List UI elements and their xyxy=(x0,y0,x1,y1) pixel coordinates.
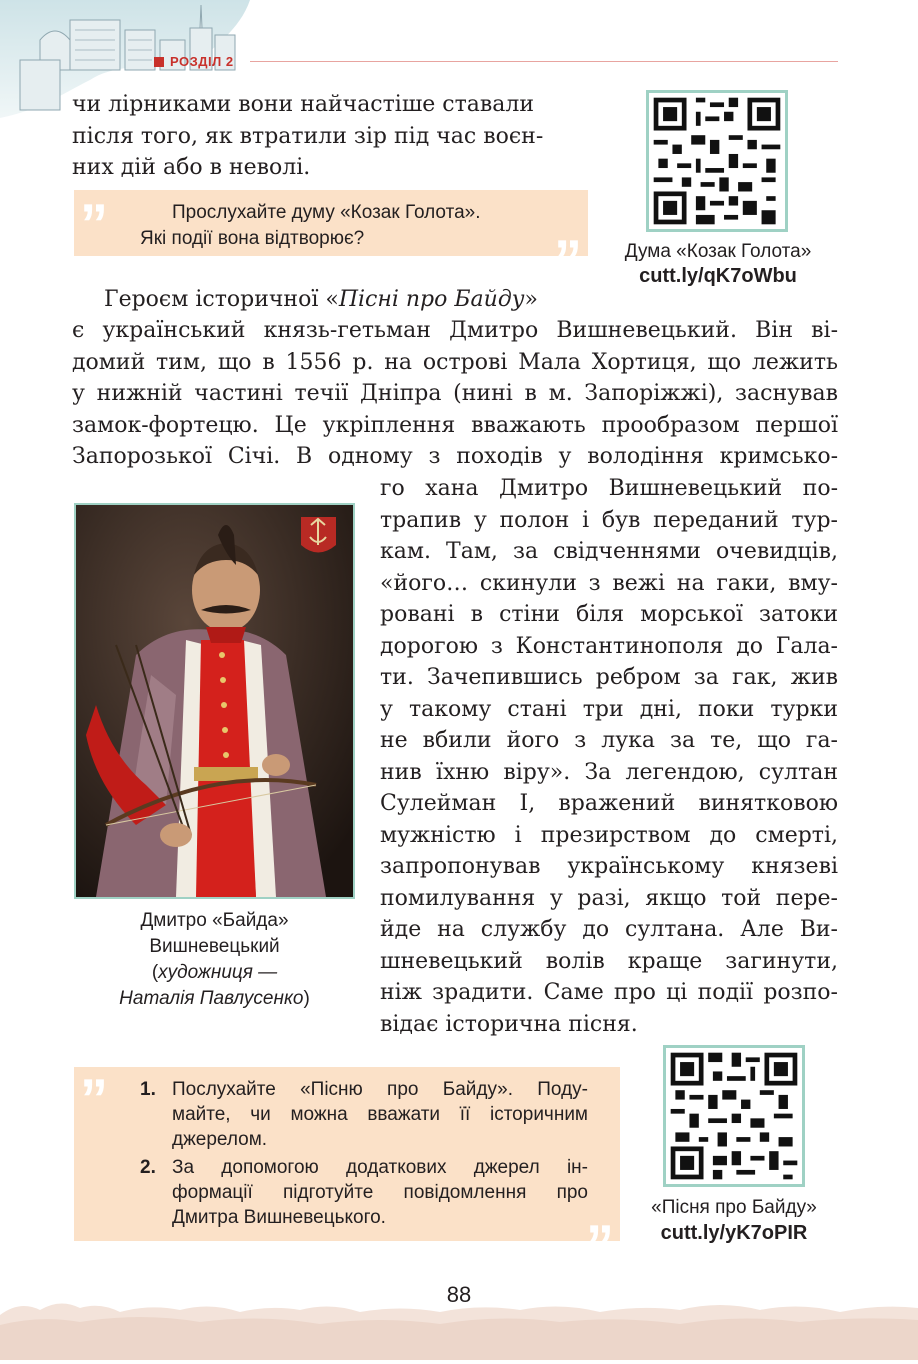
paragraph-line: трапив у полон і був переданий тур- xyxy=(380,507,838,533)
qr-code-icon xyxy=(666,1048,802,1184)
task-box-1 xyxy=(74,190,588,291)
portrait-caption-paren-open: ( xyxy=(151,962,159,983)
task-box-1-line2: Які події вона відтворює? xyxy=(140,228,365,249)
portrait-caption-line xyxy=(74,986,355,1012)
section-marker-icon xyxy=(154,57,164,67)
task-item-number: 2. xyxy=(140,1157,156,1178)
paragraph-line: є український князь-гетьман Дмитро Вишневецький. Він ві- xyxy=(72,318,838,343)
paragraph-line: ти. Зачепившись ребром за гак, жив xyxy=(380,665,838,690)
quote-open-icon: ” xyxy=(80,1067,108,1130)
task-item-line: Дмитра Вишневецького. xyxy=(172,1207,386,1228)
qr-code-2[interactable] xyxy=(663,1045,805,1187)
portrait-image xyxy=(74,503,355,899)
portrait-caption xyxy=(74,908,355,1012)
paragraph-line: дорогою з Константинополя до Гала- xyxy=(380,633,838,659)
song-title: Пісні про Байду xyxy=(338,287,525,312)
paragraph-line: Сулейман І, вражений винятковою xyxy=(380,791,838,816)
paragraph-first-line-post: » xyxy=(524,287,538,312)
qr-1-link[interactable]: cutt.ly/qK7oWbu xyxy=(639,265,797,287)
task-item-line: майте, чи можна вважати її історичним xyxy=(172,1104,588,1125)
portrait-caption-artist-name: Наталія Павлусенко xyxy=(119,988,304,1009)
paragraph-first-line-pre: Героєм історичної « xyxy=(104,287,339,312)
qr-1-caption: Дума «Козак Голота» xyxy=(624,241,812,262)
paragraph-line: йде на службу до султана. Але Ви- xyxy=(380,917,838,942)
qr-code-1[interactable] xyxy=(646,90,788,232)
paragraph-line: мужністю і презирством до смерті, xyxy=(380,822,838,848)
paragraph-line: запропонував українському князеві xyxy=(380,854,838,879)
intro-text xyxy=(72,89,572,184)
paragraph-line: замок-фортецю. Це укріплення вважають прообразом першої xyxy=(72,412,838,438)
intro-line: чи лірниками вони найчастіше ставали xyxy=(72,92,535,117)
paragraph-line: го хана Дмитро Вишневецький по- xyxy=(380,476,838,501)
paragraph-full-lines xyxy=(72,315,838,473)
intro-line: них дій або в неволі. xyxy=(72,155,311,180)
page-number: 88 xyxy=(446,1282,472,1307)
task-box-1-line1: Прослухайте думу «Козак Голота». xyxy=(172,202,481,223)
task-box-2 xyxy=(74,1067,620,1276)
qr-2-caption: «Пісня про Байду» xyxy=(651,1197,817,1218)
header-rule xyxy=(250,61,838,62)
paragraph-first-line xyxy=(104,284,538,316)
task-item-2 xyxy=(140,1155,588,1230)
quote-close-icon: ” xyxy=(554,228,582,291)
paragraph-line: кам. Там, за свідченнями очевидців, xyxy=(380,539,838,564)
portrait-caption-line: Вишневецький xyxy=(149,936,280,957)
paragraph-line: не вбили його з лука за те, що га- xyxy=(380,728,838,753)
task-item-line: джерелом. xyxy=(172,1129,268,1150)
qr-2-link[interactable]: cutt.ly/yK7oPIR xyxy=(660,1222,808,1244)
task-item-line: Послухайте «Пісню про Байду». Поду- xyxy=(172,1079,588,1100)
portrait-caption-line xyxy=(74,960,355,986)
task-item-line: формації підготуйте повідомлення про xyxy=(172,1182,588,1203)
paragraph-line: Запорозької Січі. В одному з походів у володіння кримсько- xyxy=(72,444,838,469)
paragraph-line: домий тим, що в 1556 р. на острові Мала Хортиця, що лежить xyxy=(72,349,838,375)
intro-line: після того, як втратили зір під час воєн- xyxy=(72,123,544,149)
paragraph-line: ровані в стіни біля морської затоки xyxy=(380,602,838,627)
paragraph-line: помилування у разі, якщо той пере- xyxy=(380,885,838,911)
quote-open-icon: ” xyxy=(80,192,108,255)
paragraph-line: у такому стані три дні, поки турки xyxy=(380,696,838,722)
paragraph-wrap-lines xyxy=(380,473,838,1040)
paragraph-line: ніж зрадити. Саме про ці події розпо- xyxy=(380,980,838,1005)
task-item-line: За допомогою додаткових джерел ін- xyxy=(172,1157,588,1178)
paragraph-line: нив їхню віру». За легендою, султан xyxy=(380,759,838,785)
paragraph-line: у нижній частині течії Дніпра (нині в м. Запоріжжі), заснував xyxy=(72,381,838,406)
paragraph-last-line: відає історична пісня. xyxy=(380,1011,638,1037)
qr-code-icon xyxy=(649,93,785,229)
task-item-number: 1. xyxy=(140,1079,156,1100)
paragraph-line: шневецький волів краще загинути, xyxy=(380,948,838,974)
portrait-caption-paren-close: ) xyxy=(303,988,310,1009)
section-label: РОЗДІЛ 2 xyxy=(170,54,234,69)
portrait-caption-line: Дмитро «Байда» xyxy=(140,910,289,931)
portrait-caption-artist-label: художниця — xyxy=(158,962,278,983)
quote-close-icon: ” xyxy=(586,1213,614,1276)
paragraph-line: «його… скинули з вежі на гаки, вму- xyxy=(380,570,838,596)
task-item-1 xyxy=(140,1077,588,1152)
